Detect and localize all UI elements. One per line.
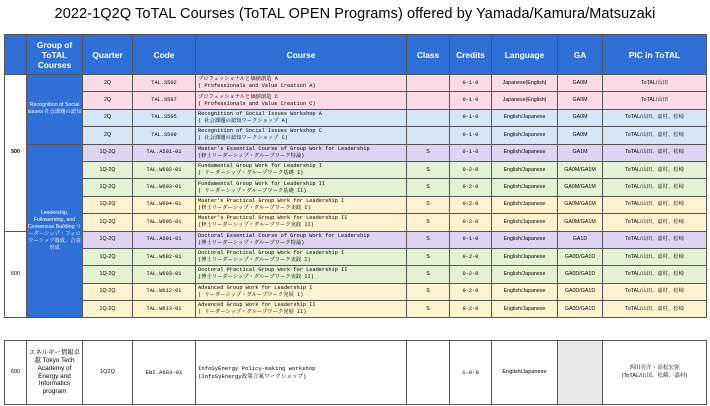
table-row (5, 283, 707, 300)
table-row (5, 109, 707, 126)
energy-course-subtitle: (InfoSyEnergy政策立案ワークショップ) (198, 372, 307, 380)
ga-cell: GA0M (558, 75, 603, 92)
class-cell: S (407, 144, 450, 161)
class-cell (407, 127, 450, 144)
code-cell: TAL.A601-01 (133, 231, 196, 248)
class-cell: S (407, 266, 450, 283)
quarter-cell: 2Q (83, 127, 133, 144)
class-cell: S (407, 196, 450, 213)
code-cell: TAL.W605-01 (133, 214, 196, 231)
header-level (5, 35, 27, 75)
language-cell: English/Japanese (492, 179, 558, 196)
credits-cell: 0-2-0 (450, 283, 492, 300)
course-title: Recognition of Social Issues Workshop C (198, 128, 322, 135)
class-cell: S (407, 214, 450, 231)
quarter-cell: 1Q-2Q (83, 266, 133, 283)
ga-cell: GA0M/GA1M (558, 161, 603, 178)
credits-cell: 0-2-0 (450, 266, 492, 283)
credits-cell: 0-1-0 (450, 75, 492, 92)
level-600: 600 (5, 231, 27, 318)
group-recognition: Recognition of Social Issues 社会課題の認知 (27, 75, 83, 145)
course-subtitle: (博士リーダーシップ・グループワーク特論) (198, 239, 305, 246)
course-title: Doctoral Practical Group Work for Leadership II (198, 267, 348, 274)
code-cell: TAL.W613-01 (133, 301, 196, 318)
course-title: Doctoral Essential Course of Group Work for Leadership (198, 232, 370, 239)
header-language: Language (492, 35, 558, 75)
header-credits: Credits (450, 35, 492, 75)
credits-cell: 0-2-0 (450, 248, 492, 265)
course-title: Recognition of Social Issues Workshop A (198, 110, 322, 117)
table-row (5, 214, 707, 231)
code-cell: TAL.S507 (133, 92, 196, 109)
pic-cell: ToTAL/山田、嘉村、松崎 (603, 214, 707, 231)
course-title: Fundamental Group Work for Leadership II (198, 180, 326, 187)
quarter-cell: 1Q-2Q (83, 301, 133, 318)
energy-credits: 1-0-0 (450, 341, 492, 405)
course-cell (196, 266, 407, 283)
course-subtitle: ( リーダーシップ・グループワーク基礎 II) (198, 187, 307, 194)
language-cell: English/Japanese (492, 109, 558, 126)
language-cell: English/Japanese (492, 248, 558, 265)
credits-cell: 0-1-0 (450, 127, 492, 144)
ga-cell: GA0M/GA1M (558, 196, 603, 213)
course-subtitle: (博士リーダーシップ・グループワーク実践 I) (198, 257, 311, 264)
table-row (5, 127, 707, 144)
energy-course-title: InfoSyEnergy Policy-making workshop (198, 365, 316, 373)
code-cell: TAL.A501-01 (133, 144, 196, 161)
course-subtitle: (修士リーダーシップ・グループワーク特論) (198, 152, 305, 159)
header-quarter: Quarter (83, 35, 133, 75)
credits-cell: 0-1-0 (450, 92, 492, 109)
quarter-cell: 1Q-2Q (83, 283, 133, 300)
pic-cell: ToTAL/山田、嘉村、松崎 (603, 179, 707, 196)
course-cell (196, 231, 407, 248)
course-subtitle: ( Professionals and Value Creation A) (198, 83, 316, 90)
course-subtitle: (修士リーダーシップ・グループワーク実践 I) (198, 204, 311, 211)
quarter-cell: 2Q (83, 75, 133, 92)
credits-cell: 0-2-0 (450, 301, 492, 318)
table-row (5, 301, 707, 318)
course-title: Doctoral Practical Group Work for Leadership I (198, 250, 345, 257)
language-cell: Japanese(English) (492, 92, 558, 109)
class-cell (407, 75, 450, 92)
header-group: Group of ToTAL Courses (27, 35, 83, 75)
energy-row (5, 341, 707, 405)
ga-cell: GA0M (558, 127, 603, 144)
language-cell: English/Japanese (492, 301, 558, 318)
energy-pic-total: (ToTAL/山田、松崎、嘉村) (621, 372, 688, 379)
ga-cell: GA0D/GA1D (558, 301, 603, 318)
course-subtitle: ( 社会課題の認知ワークショップ C) (198, 135, 288, 142)
course-cell (196, 127, 407, 144)
class-cell: S (407, 301, 450, 318)
pic-cell: ToTAL/山田 (603, 75, 707, 92)
pic-cell: ToTAL/山田、嘉村、松崎 (603, 231, 707, 248)
pic-cell: ToTAL/山田、嘉村、松崎 (603, 248, 707, 265)
course-cell (196, 75, 407, 92)
table-row (5, 266, 707, 283)
ga-cell: GA1M (558, 144, 603, 161)
credits-cell: 0-1-0 (450, 231, 492, 248)
energy-group: エネルギー情報卓越 Tokyo Tech Academy of Energy and Informatics program (27, 341, 83, 405)
course-title: プロフェッショナルと価値創造 C (198, 93, 278, 100)
energy-quarter: 1Q2Q (83, 341, 133, 405)
pic-cell: ToTAL/山田、嘉村、松崎 (603, 266, 707, 283)
table-row (5, 161, 707, 178)
class-cell: S (407, 231, 450, 248)
class-cell: S (407, 248, 450, 265)
header-code: Code (133, 35, 196, 75)
language-cell: English/Japanese (492, 214, 558, 231)
energy-pic-names: 西田亮介・高松宏弥 (629, 365, 680, 372)
class-cell (407, 109, 450, 126)
ga-cell: GA0M (558, 109, 603, 126)
language-cell: English/Japanese (492, 231, 558, 248)
course-cell (196, 248, 407, 265)
class-cell: S (407, 161, 450, 178)
language-cell: English/Japanese (492, 127, 558, 144)
pic-cell: ToTAL/山田、嘉村、松崎 (603, 196, 707, 213)
course-table (4, 34, 707, 318)
language-cell: English/Japanese (492, 196, 558, 213)
credits-cell: 0-2-0 (450, 214, 492, 231)
course-cell (196, 179, 407, 196)
ga-cell: GA0M/GA1M (558, 214, 603, 231)
header-class: Class (407, 35, 450, 75)
language-cell: Japanese(English) (492, 75, 558, 92)
quarter-cell: 1Q-2Q (83, 214, 133, 231)
quarter-cell: 1Q-2Q (83, 231, 133, 248)
course-subtitle: ( リーダーシップ・グループワーク発展 I) (198, 291, 304, 298)
course-cell (196, 92, 407, 109)
quarter-cell: 1Q-2Q (83, 248, 133, 265)
credits-cell: 0-1-0 (450, 144, 492, 161)
code-cell: TAL.W603-01 (133, 266, 196, 283)
course-title: Master's Practical Group Work for Leadership I (198, 197, 345, 204)
course-subtitle: ( リーダーシップ・グループワーク基礎 I) (198, 170, 304, 177)
energy-level: 600 (5, 341, 27, 405)
credits-cell: 0-2-0 (450, 161, 492, 178)
course-title: プロフェッショナルと価値創造 A (198, 76, 278, 83)
table-row (5, 196, 707, 213)
energy-course (196, 341, 407, 405)
pic-cell: ToTAL/山田、嘉村、松崎 (603, 301, 707, 318)
code-cell: TAL.W602-01 (133, 161, 196, 178)
table-row (5, 179, 707, 196)
quarter-cell: 2Q (83, 92, 133, 109)
table-row (5, 248, 707, 265)
credits-cell: 0-1-0 (450, 109, 492, 126)
language-cell: English/Japanese (492, 144, 558, 161)
course-title: Advanced Group Work for Leadership II (198, 302, 316, 309)
pic-cell: ToTAL/山田、嘉村、松崎 (603, 127, 707, 144)
header-ga: GA (558, 35, 603, 75)
course-subtitle: ( Professionals and Value Creation C) (198, 100, 316, 107)
course-subtitle: ( 社会課題の認知ワークショップ A) (198, 117, 288, 124)
header-pic: PIC in ToTAL (603, 35, 707, 75)
table-row (5, 75, 707, 92)
energy-language: English/Japanese (492, 341, 558, 405)
pic-cell: ToTAL/山田、嘉村、松崎 (603, 144, 707, 161)
course-cell (196, 196, 407, 213)
credits-cell: 0-2-0 (450, 179, 492, 196)
table-row (5, 231, 707, 248)
language-cell: English/Japanese (492, 283, 558, 300)
ga-cell: GA0D/GA1D (558, 248, 603, 265)
ga-cell: GA0D/GA1D (558, 266, 603, 283)
quarter-cell: 1Q-2Q (83, 144, 133, 161)
class-cell: S (407, 283, 450, 300)
code-cell: TAL.S509 (133, 127, 196, 144)
energy-class (407, 341, 450, 405)
code-cell: TAL.W612-01 (133, 283, 196, 300)
pic-cell: ToTAL/山田、嘉村、松崎 (603, 109, 707, 126)
group-leadership: Leadership, Followership, and Consensus Building リーダーシップ・フォロワーシップ養成、合意形成 (27, 144, 83, 318)
level-500: 500 (5, 75, 27, 232)
course-cell (196, 283, 407, 300)
code-cell: TAL.W602-01 (133, 248, 196, 265)
pic-cell: ToTAL/山田、嘉村、松崎 (603, 283, 707, 300)
code-cell: TAL.S502 (133, 75, 196, 92)
ga-cell: GA0M (558, 92, 603, 109)
course-subtitle: (修士リーダーシップ・グループワーク実践 II) (198, 222, 314, 229)
energy-table (4, 340, 707, 405)
language-cell: English/Japanese (492, 161, 558, 178)
energy-pic (603, 341, 707, 405)
course-cell (196, 109, 407, 126)
ga-cell: GA0M/GA1M (558, 179, 603, 196)
quarter-cell: 1Q-2Q (83, 196, 133, 213)
course-cell (196, 214, 407, 231)
table-row (5, 144, 707, 161)
code-cell: TAL.W604-01 (133, 196, 196, 213)
table-row (5, 92, 707, 109)
code-cell: TAL.W603-01 (133, 179, 196, 196)
energy-ga (558, 341, 603, 405)
credits-cell: 0-2-0 (450, 196, 492, 213)
ga-cell: GA1D (558, 231, 603, 248)
course-cell (196, 301, 407, 318)
ga-cell: GA0D/GA1D (558, 283, 603, 300)
course-title: Fundamental Group Work for Leadership I (198, 163, 322, 170)
course-title: Advanced Group Work for Leadership I (198, 284, 313, 291)
class-cell (407, 92, 450, 109)
header-course: Course (196, 35, 407, 75)
code-cell: TAL.S505 (133, 109, 196, 126)
quarter-cell: 2Q (83, 109, 133, 126)
class-cell: S (407, 179, 450, 196)
pic-cell: ToTAL/山田、嘉村、松崎 (603, 161, 707, 178)
course-subtitle: (博士リーダーシップ・グループワーク実践 II) (198, 274, 314, 281)
course-title: Master's Essential Course of Group Work for Leadership (198, 145, 370, 152)
course-cell (196, 161, 407, 178)
course-title: Master's Practical Group Work for Leadership II (198, 215, 348, 222)
quarter-cell: 1Q-2Q (83, 161, 133, 178)
language-cell: English/Japanese (492, 266, 558, 283)
energy-code: ENI.A603-01 (133, 341, 196, 405)
header-row (5, 35, 707, 75)
pic-cell: ToTAL/山田 (603, 92, 707, 109)
course-subtitle: ( リーダーシップ・グループワーク発展 II) (198, 309, 307, 316)
page-title: 2022-1Q2Q ToTAL Courses (ToTAL OPEN Programs) offered by Yamada/Kamura/Matsuzaki (54, 6, 656, 22)
course-cell (196, 144, 407, 161)
quarter-cell: 1Q-2Q (83, 179, 133, 196)
